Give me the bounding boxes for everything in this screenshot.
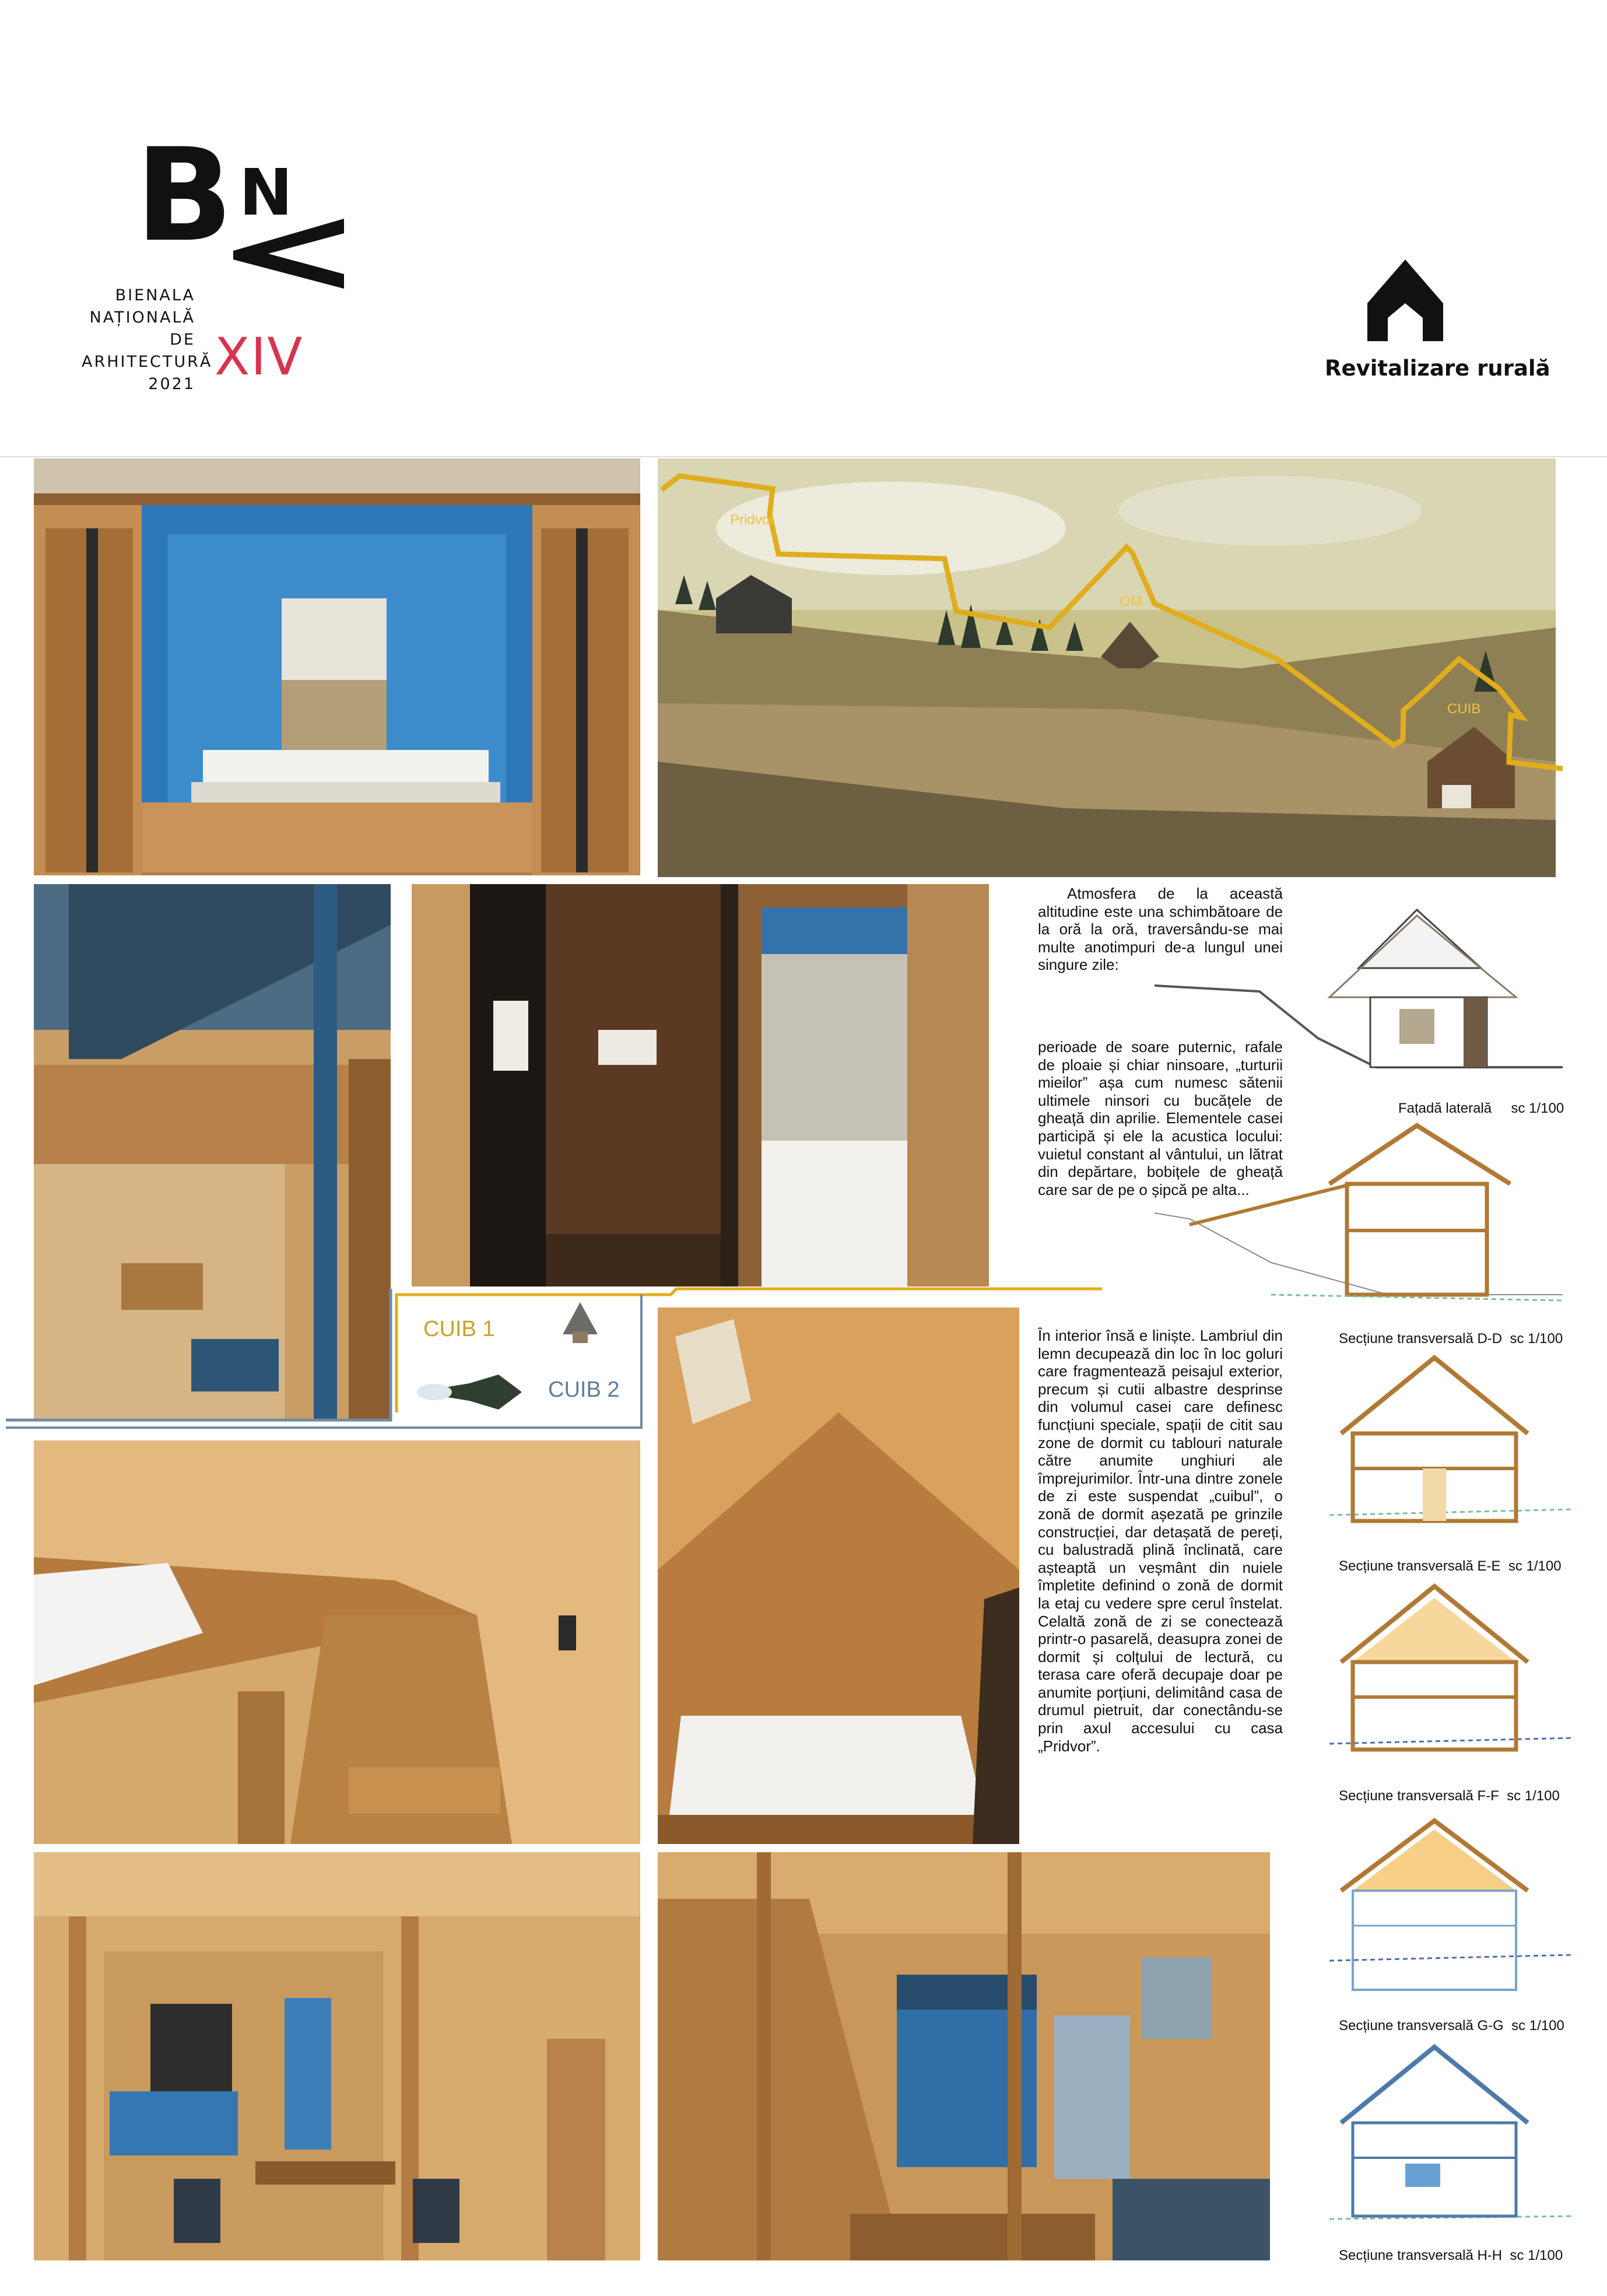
drawing-section-d [1155, 1120, 1574, 1312]
text-weather: perioade de soare puternic, rafale de ploaie și chiar ninsoare, „turturii mieilor” așa cum numesc sătenii ultimele ninsori cu bucățele de gheață din aprilie. Elementele casei participă și ele la acustica locului: vuietul constant al vântului, un lătrat din depărtare, bobițele de gheață care sar de pe o șipcă pe alta... [1038, 1038, 1283, 1198]
caption-section-f [1339, 1788, 1560, 1804]
category-title: Revitalizare rurală [1325, 356, 1550, 381]
legend-cuib-1: CUIB 1 [423, 1317, 495, 1341]
logo-line-5: 2021 [148, 375, 195, 393]
caption-section-h-title: Secțiune transversală H-H [1339, 2248, 1503, 2263]
photo-bathroom [412, 884, 989, 1287]
caption-facade-title: Fațadă laterală [1398, 1100, 1492, 1116]
caption-section-d-scale: sc 1/100 [1510, 1331, 1563, 1347]
label-pridvor: Pridvor [730, 512, 775, 528]
cuib-1-thumbnail [560, 1299, 601, 1346]
drawing-section-g [1318, 1815, 1574, 2013]
caption-facade-scale: sc 1/100 [1511, 1100, 1564, 1116]
caption-section-h [1339, 2248, 1563, 2264]
text-interior: În interior însă e liniște. Lambriul din lemn decupează din loc în loc goluri care fragmentează peisajul exterior, precum și cutii albastre desprinse din volumul casei care definesc funcțiuni speciale, spații de citit sau zone de dormit cu tablouri naturale către anumite unghiuri ale împrejurimilor. Într-una dintre zonele de zi este suspendat „cuibul”, o zonă de dormit așezată pe grinzile construcției, dar detașată de pereți, cu balustradă plină înclinată, care așteaptă un veșmânt din nuiele împletite definind o zonă de dormit la etaj cu vedere spre cerul înstelat. Celaltă zonă de zi se conectează printr-o pasarelă, deasupra zonei de dormit și colțului de lectură, cu terasa care oferă decupaje doar pe anumite porțiuni, delimitând casa de drumul pietruit, dar conectându-se prin axul accesului cu casa „Pridvor”. [1038, 1327, 1283, 1755]
caption-facade [1398, 1100, 1564, 1117]
logo-text [82, 285, 213, 395]
text-intro: Atmosfera de la această altitudine este una schimbătoare de la oră la oră, traversându-se mai multe anotimpuri de-a lungul unei singure zile: [1038, 885, 1283, 974]
label-cuib: CUIB [1447, 701, 1481, 717]
landscape-outline-line [653, 455, 1569, 781]
logo-line-1: BIENALA [115, 286, 195, 304]
caption-section-e-scale: sc 1/100 [1508, 1558, 1562, 1574]
caption-section-d [1339, 1331, 1563, 1347]
drawing-section-e [1318, 1352, 1574, 1550]
edition-number: XIV [215, 327, 304, 387]
cuib-2-thumbnail [411, 1372, 528, 1412]
caption-section-h-scale: sc 1/100 [1510, 2248, 1563, 2263]
caption-section-f-scale: sc 1/100 [1507, 1788, 1560, 1804]
drawing-facade [1155, 892, 1574, 1085]
photo-sloped-bedroom [658, 1308, 1019, 1844]
logo-line-4: ARHITECTURĂ [82, 353, 213, 371]
caption-section-g [1339, 2018, 1564, 2034]
label-om: OM [1120, 594, 1142, 609]
caption-section-g-scale: sc 1/100 [1511, 2018, 1564, 2034]
drawing-section-h [1318, 2041, 1574, 2239]
house-icon [1367, 260, 1443, 341]
caption-section-e [1339, 1558, 1562, 1575]
caption-section-e-title: Secțiune transversală E-E [1339, 1558, 1501, 1574]
caption-section-g-title: Secțiune transversală G-G [1339, 2018, 1504, 2034]
logo-letter-a [233, 219, 344, 306]
drawing-section-f [1318, 1580, 1574, 1779]
photo-living-stairs [658, 1852, 1270, 2260]
logo-line-3: DE [170, 331, 195, 349]
legend-cuib-2: CUIB 2 [548, 1377, 620, 1402]
photo-cuib-loft [34, 1440, 640, 1844]
logo-letter-n: N [239, 155, 293, 230]
photo-kitchen-dining [34, 1852, 640, 2260]
caption-section-f-title: Secțiune transversală F-F [1339, 1788, 1499, 1804]
logo-line-2: NAȚIONALĂ [89, 309, 195, 327]
caption-section-d-title: Secțiune transversală D-D [1339, 1331, 1503, 1347]
photo-blue-bed-box [34, 458, 640, 875]
logo-letter-b: B [135, 121, 233, 270]
